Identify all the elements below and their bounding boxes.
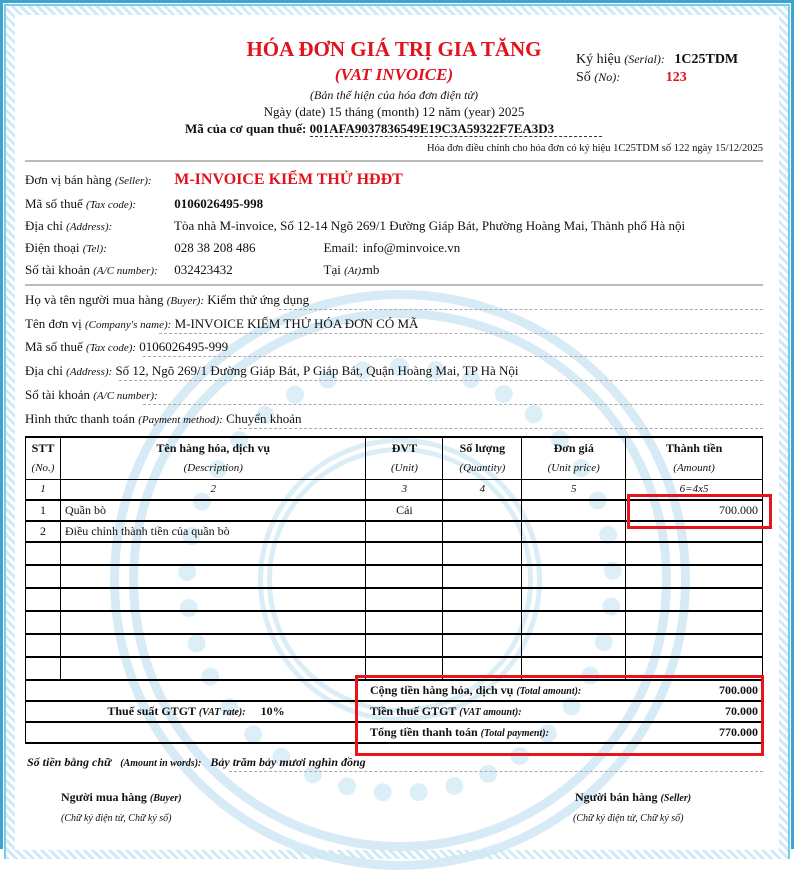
index-cell: 2 bbox=[60, 479, 365, 500]
buyer-address-row bbox=[25, 363, 519, 379]
seller-signature-label bbox=[575, 790, 691, 805]
col-header-description: Tên hàng hóa, dịch vụ bbox=[60, 437, 365, 458]
buyer-payment-method: Chuyển khoản bbox=[226, 411, 302, 426]
empty-row bbox=[26, 611, 763, 634]
cell-unit-price bbox=[522, 521, 626, 542]
vat-amount: 70.000 bbox=[626, 701, 763, 722]
vat-rate-label: Thuế suất GTGT bbox=[107, 704, 196, 718]
highlight-amount-box bbox=[627, 494, 772, 529]
empty-row bbox=[26, 565, 763, 588]
serial-label: Ký hiệu bbox=[576, 52, 621, 67]
seller-tax-code: 0106026495-998 bbox=[174, 196, 264, 211]
buyer-payment-row bbox=[25, 411, 302, 427]
label: Điện thoại bbox=[25, 240, 80, 255]
col-header-unit-price: Đơn giá bbox=[522, 437, 626, 458]
amount-in-words: Bảy trăm bảy mươi nghìn đồng bbox=[210, 755, 366, 769]
dotted-line bbox=[119, 380, 763, 381]
col-header-en: (Amount) bbox=[626, 458, 763, 479]
seller-email[interactable]: info@minvoice.vn bbox=[362, 240, 461, 255]
invoice-title: HÓA ĐƠN GIÁ TRỊ GIA TĂNG bbox=[246, 37, 542, 61]
label-en: (Address): bbox=[66, 221, 113, 233]
invoice-date: Ngày (date) 15 tháng (month) 12 năm (year) 2025 bbox=[263, 104, 525, 119]
buyer-address: Số 12, Ngõ 269/1 Đường Giáp Bát, P Giáp Bát, Quận Hoàng Mai, TP Hà Nội bbox=[115, 363, 519, 378]
seller-tel: 028 38 208 486 bbox=[174, 240, 256, 255]
seller-address-row bbox=[25, 218, 685, 234]
label-en: (Buyer): bbox=[166, 295, 204, 307]
serial-label-en: (Serial): bbox=[624, 52, 665, 66]
label: Tại bbox=[323, 262, 341, 277]
dotted-line bbox=[279, 309, 763, 310]
adjustment-note: Hóa đơn điều chỉnh cho hóa đơn có ký hiệu 1C25TDM số 122 ngày 15/12/2025 bbox=[427, 143, 763, 154]
index-cell: 3 bbox=[366, 479, 443, 500]
total-label-en: (Total amount): bbox=[516, 686, 582, 697]
label-en: (Company's name): bbox=[84, 319, 172, 331]
divider bbox=[25, 284, 763, 286]
index-cell: 4 bbox=[443, 479, 522, 500]
label-en: (Address): bbox=[66, 366, 113, 378]
cell-no: 2 bbox=[26, 521, 61, 542]
serial-field bbox=[576, 52, 738, 68]
vat-label-en: (VAT amount): bbox=[459, 707, 522, 718]
vat-rate-label-en: (VAT rate): bbox=[198, 707, 246, 718]
seller-name-row bbox=[25, 171, 403, 189]
number-label: Số bbox=[576, 70, 591, 85]
words-label-en: (Amount in words): bbox=[120, 758, 202, 769]
label: Mã số thuế bbox=[25, 339, 83, 354]
label: Số tài khoản bbox=[25, 387, 90, 402]
buyer-tax-row bbox=[25, 339, 228, 355]
col-header-unit: ĐVT bbox=[366, 437, 443, 458]
label: Mã số thuế bbox=[25, 196, 83, 211]
label: Họ và tên người mua hàng bbox=[25, 292, 164, 307]
label-en: (Seller) bbox=[660, 793, 692, 804]
payment-label: Tổng tiền thanh toán bbox=[369, 725, 478, 739]
col-header-quantity: Số lượng bbox=[443, 437, 522, 458]
index-cell: 6=4x5 bbox=[626, 479, 763, 500]
cell-quantity bbox=[443, 521, 522, 542]
vat-rate: 10% bbox=[260, 704, 285, 718]
dotted-line bbox=[239, 428, 763, 429]
dotted-line bbox=[159, 333, 763, 334]
col-header-en: (Description) bbox=[60, 458, 365, 479]
cell-quantity bbox=[443, 500, 522, 521]
buyer-name: Kiểm thử ứng dụng bbox=[207, 292, 310, 307]
label-en: (Payment method): bbox=[138, 414, 223, 426]
label-en: (Buyer) bbox=[149, 793, 182, 804]
number-value: 123 bbox=[665, 70, 687, 85]
total-label: Cộng tiền hàng hóa, dịch vụ bbox=[369, 683, 514, 697]
index-cell: 5 bbox=[522, 479, 626, 500]
cell-description: Quần bò bbox=[60, 500, 365, 521]
label: Địa chỉ bbox=[25, 363, 63, 378]
dotted-line bbox=[143, 356, 763, 357]
label-en: (Tel): bbox=[82, 243, 107, 255]
col-header-en: (Quantity) bbox=[443, 458, 522, 479]
invoice-note: (Bản thể hiện của hóa đơn điện tử) bbox=[310, 88, 478, 102]
words-label: Số tiền bằng chữ bbox=[27, 755, 112, 769]
buyer-account-row bbox=[25, 387, 158, 403]
label: Đơn vị bán hàng bbox=[25, 172, 112, 187]
number-field bbox=[576, 70, 687, 86]
dotted-line bbox=[229, 771, 763, 772]
col-header-en: (No.) bbox=[26, 458, 61, 479]
cell-unit bbox=[366, 521, 443, 542]
col-header-no: STT bbox=[26, 437, 61, 458]
buyer-tax-code: 0106026495-999 bbox=[139, 339, 229, 354]
number-label-en: (No): bbox=[594, 70, 621, 84]
seller-address: Tòa nhà M-invoice, Số 12-14 Ngõ 269/1 Đường Giáp Bát, Phường Hoàng Mai, Thành phố Hà nội bbox=[174, 218, 686, 233]
seller-signature-note: (Chữ ký điện tử, Chữ ký số) bbox=[573, 813, 684, 824]
seller-bank: mb bbox=[362, 262, 380, 277]
cell-no: 1 bbox=[26, 500, 61, 521]
payment-label-en: (Total payment): bbox=[480, 728, 549, 739]
cell-unit: Cái bbox=[366, 500, 443, 521]
vat-label: Tiền thuế GTGT bbox=[369, 704, 457, 718]
seller-tax-row bbox=[25, 196, 263, 212]
buyer-signature-label bbox=[61, 790, 182, 805]
col-header-amount: Thành tiền bbox=[626, 437, 763, 458]
total-payment: 770.000 bbox=[626, 722, 763, 743]
label: Số tài khoản bbox=[25, 262, 90, 277]
buyer-company-row bbox=[25, 316, 418, 332]
dotted-line bbox=[143, 404, 763, 405]
tax-authority-code bbox=[185, 121, 602, 137]
label-en: (A/C number): bbox=[93, 265, 158, 277]
buyer-signature-note: (Chữ ký điện tử, Chữ ký số) bbox=[61, 813, 172, 824]
cell-description: Điều chỉnh thành tiền của quần bò bbox=[60, 521, 365, 542]
email-label: Email: bbox=[323, 240, 359, 255]
empty-row bbox=[26, 542, 763, 565]
table-header-row bbox=[26, 437, 763, 458]
seller-name: M-INVOICE KIỂM THỬ HĐĐT bbox=[174, 171, 403, 188]
label-en: (At): bbox=[344, 265, 365, 277]
buyer-company: M-INVOICE KIỂM THỬ HÓA ĐƠN CÓ MÃ bbox=[174, 316, 419, 331]
divider bbox=[25, 160, 763, 162]
table-header-en-row bbox=[26, 458, 763, 479]
label: Người mua hàng bbox=[61, 790, 147, 804]
tax-authority-value: 001AFA9037836549E19C3A59322F7EA3D3 bbox=[310, 121, 603, 137]
buyer-name-row bbox=[25, 292, 309, 308]
seller-account: 032423432 bbox=[174, 262, 233, 277]
label: Địa chỉ bbox=[25, 218, 63, 233]
label-en: (Seller): bbox=[114, 175, 152, 187]
label-en: (Tax code): bbox=[86, 342, 137, 354]
serial-value: 1C25TDM bbox=[674, 52, 739, 67]
cell-unit-price bbox=[522, 500, 626, 521]
total-amount: 700.000 bbox=[626, 680, 763, 701]
label: Hình thức thanh toán bbox=[25, 411, 135, 426]
label-en: (A/C number): bbox=[93, 390, 158, 402]
label: Người bán hàng bbox=[575, 790, 658, 804]
seller-account-row bbox=[25, 262, 379, 278]
cell-amount: 700.000 bbox=[626, 500, 763, 521]
empty-row bbox=[26, 634, 763, 657]
label: Tên đơn vị bbox=[25, 316, 82, 331]
seller-tel-row bbox=[25, 240, 460, 256]
tax-authority-label: Mã của cơ quan thuế: bbox=[185, 121, 307, 136]
col-header-en: (Unit price) bbox=[522, 458, 626, 479]
label-en: (Tax code): bbox=[86, 199, 137, 211]
index-cell: 1 bbox=[26, 479, 61, 500]
empty-row bbox=[26, 588, 763, 611]
amount-in-words-row bbox=[27, 755, 366, 770]
invoice-subtitle: (VAT INVOICE) bbox=[334, 65, 454, 84]
highlight-summary-box bbox=[355, 675, 764, 756]
col-header-en: (Unit) bbox=[366, 458, 443, 479]
